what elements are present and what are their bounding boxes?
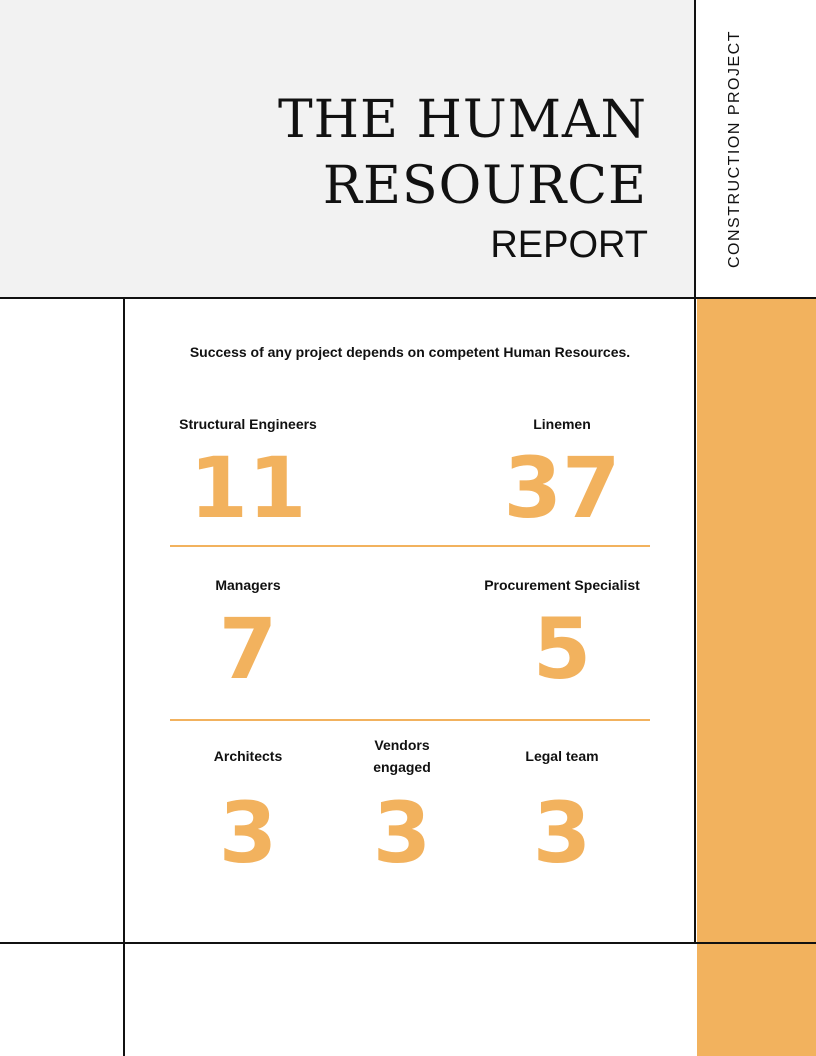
header-panel — [0, 0, 695, 298]
title-line-3: REPORT — [490, 224, 648, 266]
stat-value-architects: 3 — [218, 784, 278, 882]
stat-value-procurement-specialist: 5 — [532, 600, 592, 698]
title-line-1: THE HUMAN — [278, 90, 647, 150]
stat-label-structural-engineers: Structural Engineers — [179, 416, 317, 432]
stat-value-legal-team: 3 — [532, 784, 592, 882]
title-line-2: RESOURCE — [322, 156, 647, 216]
stat-value-structural-engineers: 11 — [189, 439, 307, 537]
stat-label-legal-team: Legal team — [525, 748, 599, 764]
stat-value-linemen: 37 — [503, 439, 621, 537]
stat-label-architects: Architects — [213, 748, 283, 764]
stat-label-managers: Managers — [215, 577, 281, 593]
vertical-divider-right — [694, 0, 696, 944]
stat-divider-1 — [170, 545, 650, 547]
stat-label-vendors-engaged: Vendors engaged — [373, 737, 431, 775]
stat-divider-2 — [170, 719, 650, 721]
stat-value-managers: 7 — [218, 600, 278, 698]
tagline: Success of any project depends on competent Human Resources. — [189, 344, 631, 360]
side-label-panel — [697, 0, 816, 298]
lower-horizontal-line — [0, 942, 816, 944]
stat-label-procurement-specialist: Procurement Specialist — [484, 577, 640, 593]
side-label-text: CONSTRUCTION PROJECT — [726, 30, 743, 268]
stat-value-vendors-engaged: 3 — [372, 784, 432, 882]
stat-label-linemen: Linemen — [533, 416, 591, 432]
